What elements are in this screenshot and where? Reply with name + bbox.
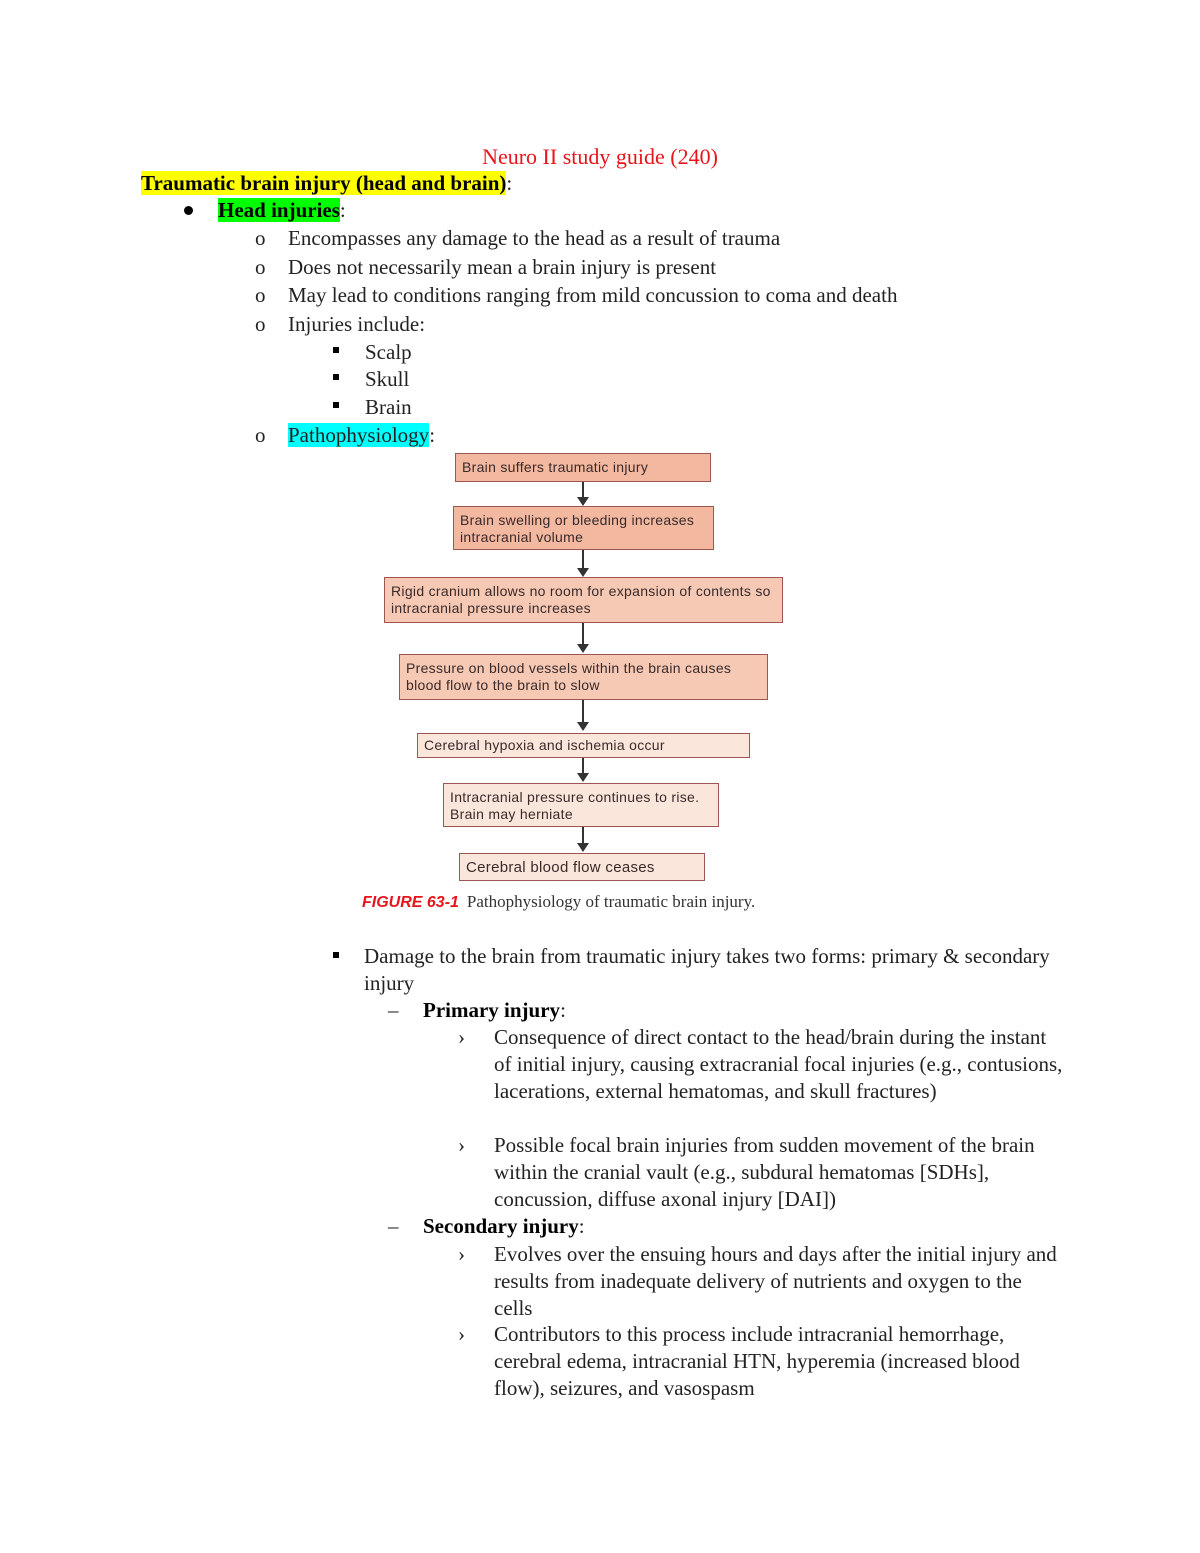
flow-arrow-icon: [582, 827, 584, 850]
dash-marker: –: [388, 1214, 399, 1238]
chevron-icon: ›: [458, 1133, 465, 1157]
injury-type-item: Brain: [365, 395, 412, 419]
flow-arrow-icon: [582, 550, 584, 575]
o-item: May lead to conditions ranging from mild concussion to coma and death: [288, 283, 898, 307]
flowchart-box: Cerebral hypoxia and ischemia occur: [417, 733, 750, 758]
o-marker: o: [255, 226, 266, 250]
flow-arrow-icon: [582, 623, 584, 651]
o-marker: o: [255, 255, 266, 279]
secondary-injury-label: Secondary injury: [423, 1214, 579, 1238]
injury-type-item: Scalp: [365, 340, 412, 364]
secondary-injury-suffix: :: [578, 1214, 585, 1238]
secondary-injury-item: Evolves over the ensuing hours and days after the initial injury and results from inadequate delivery of nutrients and oxygen to the cells: [494, 1242, 1057, 1320]
o-marker: o: [255, 283, 266, 307]
flowchart-box: Brain suffers traumatic injury: [455, 453, 711, 482]
figure-text: Pathophysiology of traumatic brain injury.: [466, 892, 756, 911]
head-injuries-item: [218, 197, 346, 224]
injury-type-item: Skull: [365, 367, 410, 391]
flowchart-box: Pressure on blood vessels within the brain causes blood flow to the brain to slow: [399, 654, 768, 700]
pathophysiology-item: [288, 422, 435, 449]
bullet-disc: [184, 206, 193, 215]
square-bullet: [333, 374, 339, 380]
document-title: Neuro II study guide (240): [482, 144, 718, 169]
secondary-injury-item: Contributors to this process include intracranial hemorrhage, cerebral edema, intracranial HTN, hyperemia (increased blood flow), seizures, and vasospasm: [494, 1322, 1020, 1400]
flow-arrow-icon: [582, 700, 584, 729]
o-item: Does not necessarily mean a brain injury is present: [288, 255, 717, 279]
flowchart-box: Intracranial pressure continues to rise. Brain may herniate: [443, 783, 719, 827]
heading-suffix: :: [506, 171, 513, 195]
flowchart-box: Cerebral blood flow ceases: [459, 853, 705, 881]
primary-injury-suffix: :: [560, 998, 566, 1022]
dash-marker: –: [388, 998, 399, 1022]
square-bullet: [333, 347, 339, 353]
flow-arrow-icon: [582, 482, 584, 504]
heading-text: Traumatic brain injury (head and brain): [141, 171, 507, 195]
chevron-icon: ›: [458, 1322, 465, 1346]
head-injuries-label: Head injuries: [218, 198, 340, 222]
damage-paragraph: Damage to the brain from traumatic injury takes two forms: primary & secondary injury: [364, 944, 1050, 995]
square-bullet: [333, 402, 339, 408]
flow-arrow-icon: [582, 758, 584, 780]
pathophysiology-suffix: :: [429, 423, 436, 447]
flowchart-box: Brain swelling or bleeding increases intracranial volume: [453, 506, 714, 550]
o-item: Injuries include:: [288, 312, 426, 336]
square-bullet: [333, 952, 339, 958]
head-injuries-suffix: :: [339, 198, 346, 222]
section-heading: [141, 170, 512, 197]
figure-caption: [362, 892, 755, 912]
secondary-injury-heading: [423, 1213, 585, 1240]
primary-injury-heading: [423, 997, 566, 1024]
o-marker: o: [255, 423, 266, 447]
chevron-icon: ›: [458, 1242, 465, 1266]
o-item: Encompasses any damage to the head as a result of trauma: [288, 226, 781, 250]
o-marker: o: [255, 312, 266, 336]
chevron-icon: ›: [458, 1025, 465, 1049]
primary-injury-item: Possible focal brain injuries from sudden movement of the brain within the cranial vault (e.g., subdural hematomas [SDHs], concussion, diffuse axonal injury [DAI]): [494, 1133, 1035, 1211]
primary-injury-label: Primary injury: [423, 998, 561, 1022]
pathophysiology-label: Pathophysiology: [288, 423, 430, 447]
primary-injury-item: Consequence of direct contact to the head/brain during the instant of initial injury, causing extracranial focal injuries (e.g., contusions, lacerations, external hematomas, and skull fractures): [494, 1025, 1063, 1103]
flowchart-box: Rigid cranium allows no room for expansion of contents so intracranial pressure increases: [384, 577, 783, 623]
figure-label: FIGURE 63-1: [362, 894, 459, 911]
